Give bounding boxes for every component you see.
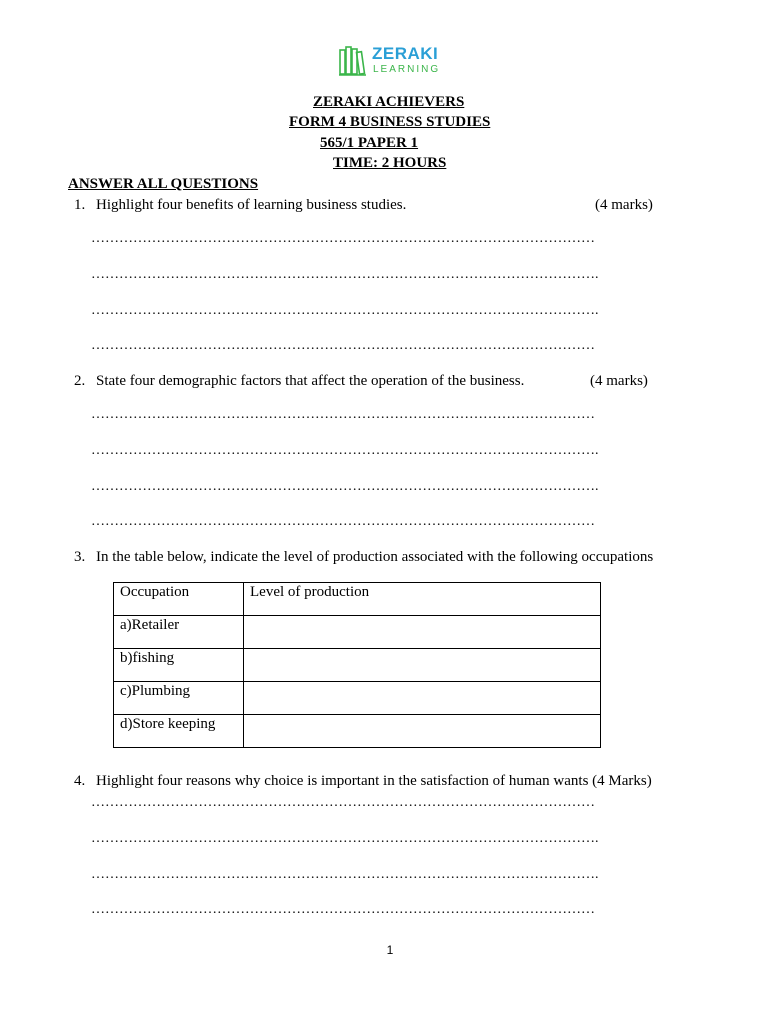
answer-line: ………………………………………………………………………………………………. (91, 867, 599, 882)
instruction-heading: ANSWER ALL QUESTIONS (68, 176, 259, 192)
answer-line: ……………………………………………………………………………………………… (91, 902, 595, 917)
table-cell-answer[interactable] (244, 649, 601, 682)
question-1-text: Highlight four benefits of learning business studies. (96, 197, 407, 213)
answer-line: ……………………………………………………………………………………………… (91, 514, 595, 529)
question-4-text: Highlight four reasons why choice is important in the satisfaction of human wants (4 Marks) (96, 773, 652, 789)
zeraki-logo (338, 42, 448, 78)
exam-paper: 565/1 PAPER 1 (320, 135, 419, 151)
answer-line: ………………………………………………………………………………………………. (91, 479, 599, 494)
table-cell-occupation: a)Retailer (114, 616, 244, 649)
table-row (114, 682, 601, 715)
answer-line: ………………………………………………………………………………………………. (91, 831, 599, 846)
table-row (114, 715, 601, 748)
table-row (114, 649, 601, 682)
occupation-table (113, 582, 601, 748)
question-2-text: State four demographic factors that affect the operation of the business. (96, 373, 525, 389)
logo-brand-text: ZERAKI (372, 44, 439, 63)
table-header-cell: Level of production (244, 583, 601, 616)
table-cell-occupation: d)Store keeping (114, 715, 244, 748)
table-cell-occupation: c)Plumbing (114, 682, 244, 715)
question-1-marks: (4 marks) (595, 197, 653, 213)
exam-title: ZERAKI ACHIEVERS (313, 94, 465, 110)
question-1-number: 1. (74, 197, 86, 213)
page-number: 1 (386, 943, 394, 957)
table-cell-answer[interactable] (244, 616, 601, 649)
table-header-row (114, 583, 601, 616)
question-3-text: In the table below, indicate the level of production associated with the following occupations (96, 549, 654, 565)
question-4-number: 4. (74, 773, 86, 789)
exam-time: TIME: 2 HOURS (333, 155, 447, 171)
answer-line: ………………………………………………………………………………………………. (91, 303, 599, 318)
table-cell-answer[interactable] (244, 682, 601, 715)
table-cell-answer[interactable] (244, 715, 601, 748)
question-2-number: 2. (74, 373, 86, 389)
question-3-number: 3. (74, 549, 86, 565)
logo-sub-text: LEARNING (373, 64, 441, 75)
table-cell-occupation: b)fishing (114, 649, 244, 682)
table-header-cell: Occupation (114, 583, 244, 616)
books-icon (338, 44, 368, 76)
answer-line: ………………………………………………………………………………………………. (91, 267, 599, 282)
answer-line: ………………………………………………………………………………………………. (91, 443, 599, 458)
exam-subject: FORM 4 BUSINESS STUDIES (289, 114, 491, 130)
table-row (114, 616, 601, 649)
answer-line: ……………………………………………………………………………………………… (91, 231, 595, 246)
question-2-marks: (4 marks) (590, 373, 648, 389)
answer-line: ……………………………………………………………………………………………… (91, 338, 595, 353)
answer-line: ……………………………………………………………………………………………… (91, 795, 595, 810)
answer-line: ……………………………………………………………………………………………… (91, 407, 595, 422)
